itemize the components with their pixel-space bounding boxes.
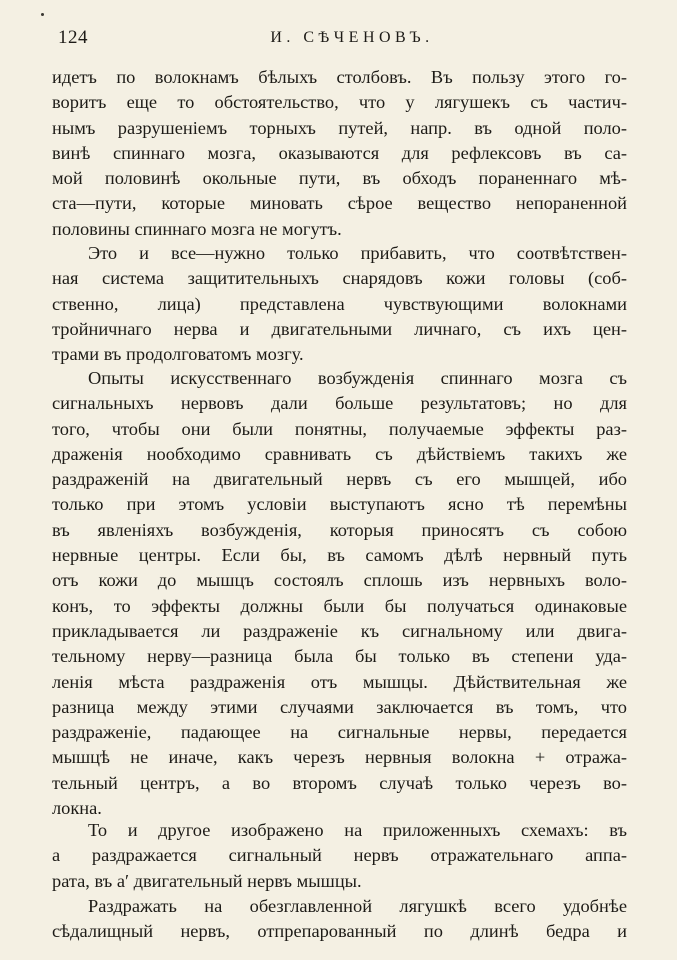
text-line: драженія нообходимо сравнивать съ дѣйствіемъ такихъ же [52,443,627,464]
running-head: И. СѢЧЕНОВЪ. [270,29,434,46]
text-line: отъ кожи до мышцъ состоялъ сплошь изъ нервныхъ воло- [52,570,627,591]
text-line: Опыты искусственнаго возбужденія спиннаго мозга съ [88,368,627,388]
text-line: разница между этими случаями заключается въ томъ, что [52,696,627,717]
text-line: нымъ разрушеніемъ торныхъ путей, напр. въ одной поло- [52,117,627,138]
text-line: половины спиннаго мозга не могутъ. [52,218,342,239]
text-line: того, чтобы они были понятны, получаемые эффекты раз- [52,418,627,439]
paragraph-2 [52,241,627,367]
text-line: рата, въ а′ двигательный нервъ мышцы. [52,870,362,891]
text-line: ста—пути, которые миновать сѣрое вещество непораненной [52,193,627,214]
text-line: То и другое изображено на приложенныхъ схемахъ: въ [88,820,627,840]
text-line: только при этомъ условіи выступаютъ ясно тѣ перемѣны [52,494,627,515]
text-line: конъ, то эффекты должны были бы получаться одинаковые [52,595,627,616]
text-line: Это и все—нужно только прибавить, что соотвѣтствен- [88,243,627,263]
text-line: мой половинѣ окольные пути, въ обходъ пораненнаго мѣ- [52,168,627,189]
text-line: локна. [52,798,102,819]
text-line: сѣдалищный нервъ, отпрепарованный по длинѣ бедра и [52,921,627,942]
text-line: винѣ спиннаго мозга, оказываются для рефлексовъ въ са- [52,142,627,163]
text-line: раздраженій на двигательный нервъ съ его мышцей, ибо [52,469,627,490]
text-line: идетъ по волокнамъ бѣлыхъ столбовъ. Въ пользу этого го- [52,67,627,87]
text-line: нервные центры. Если бы, въ самомъ дѣлѣ нервный путь [52,545,627,566]
paragraph-4 [52,818,627,894]
text-line: мышцѣ не иначе, какъ черезъ нервныя волокна + отража- [52,747,627,768]
text-line: ственно, лица) представлена чувствующими волокнами [52,293,627,314]
text-line: раздраженіе, падающее на сигнальные нервы, передается [52,722,627,743]
page-header [58,27,626,55]
text-line: ленія мѣста раздраженія отъ мышцы. Дѣйствительная же [52,671,627,692]
page-number: 124 [58,27,88,48]
text-line: сигнальныхъ нервовъ дали больше результатовъ; но для [52,393,627,414]
text-line: тройничнаго нерва и двигательными личнаго, съ ихъ цен- [52,318,627,339]
text-line: а раздражается сигнальный нервъ отражательнаго аппа- [52,845,627,866]
text-line: прикладывается ли раздраженіе къ сигнальному или двига- [52,620,627,641]
text-line: тельному нерву—разница была бы только въ степени уда- [52,646,627,667]
paragraph-3 [52,366,627,821]
paragraph-1 [52,65,627,242]
text-line: трами въ продолговатомъ мозгу. [52,344,304,365]
text-line: въ явленіяхъ возбужденія, которыя приносятъ съ собою [52,519,627,540]
paragraph-5 [52,894,627,945]
text-line: ная система защитительныхъ снарядовъ кожи головы (соб- [52,268,627,289]
text-line: Раздражать на обезглавленной лягушкѣ всего удобнѣе [88,896,627,916]
ink-speck [41,13,44,16]
text-line: воритъ еще то обстоятельство, что у лягушекъ съ частич- [52,92,627,113]
text-line: тельный центръ, а во второмъ случаѣ только черезъ во- [52,772,627,793]
